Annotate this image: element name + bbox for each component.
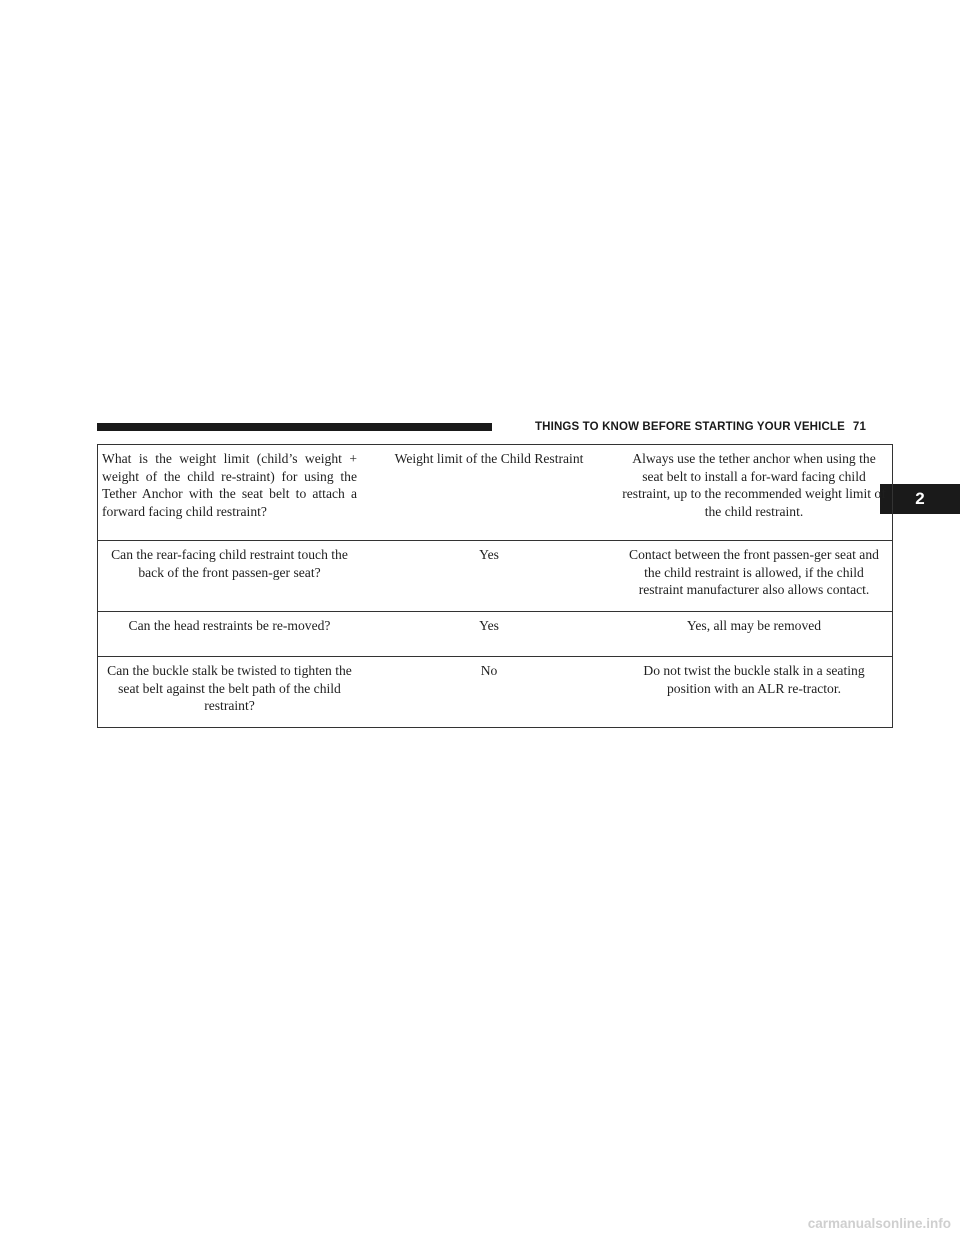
table-row [98,445,893,541]
watermark: carmanualsonline.info [807,1216,951,1231]
page-number: 71 [852,421,866,433]
running-header [500,419,866,435]
note-cell: Yes, all may be removed [617,612,893,657]
question-cell: What is the weight limit (child’s weight + weight of the child re-straint) for using the Tether Anchor with the seat belt to attach a forward facing child restraint? [98,445,363,541]
answer-cell: Yes [479,618,499,633]
answer-cell: No [480,663,498,678]
answer-cell: Weight limit of the Child Restraint [394,451,584,466]
answer-cell: Yes [479,547,499,562]
note-cell: Do not twist the buckle stalk in a seating position with an ALR re-tractor. [617,657,893,728]
chapter-tab: 2 [880,484,960,514]
header-rule [97,423,492,431]
note-cell: Contact between the front passen-ger seat and the child restraint is allowed, if the child restraint manufacturer also allows contact. [617,541,893,612]
question-cell: Can the rear-facing child restraint touch the back of the front passen-ger seat? [98,541,363,612]
table-row [98,541,893,612]
table-row [98,612,893,657]
child-restraint-table [97,444,893,728]
question-cell: Can the buckle stalk be twisted to tighten the seat belt against the belt path of the child restraint? [98,657,363,728]
question-cell: Can the head restraints be re-moved? [98,612,363,657]
table-row [98,657,893,728]
section-title: THINGS TO KNOW BEFORE STARTING YOUR VEHICLE [534,421,845,433]
note-cell: Always use the tether anchor when using the seat belt to install a for-ward facing child restraint, up to the recommended weight limit of the child restraint. [617,445,893,541]
